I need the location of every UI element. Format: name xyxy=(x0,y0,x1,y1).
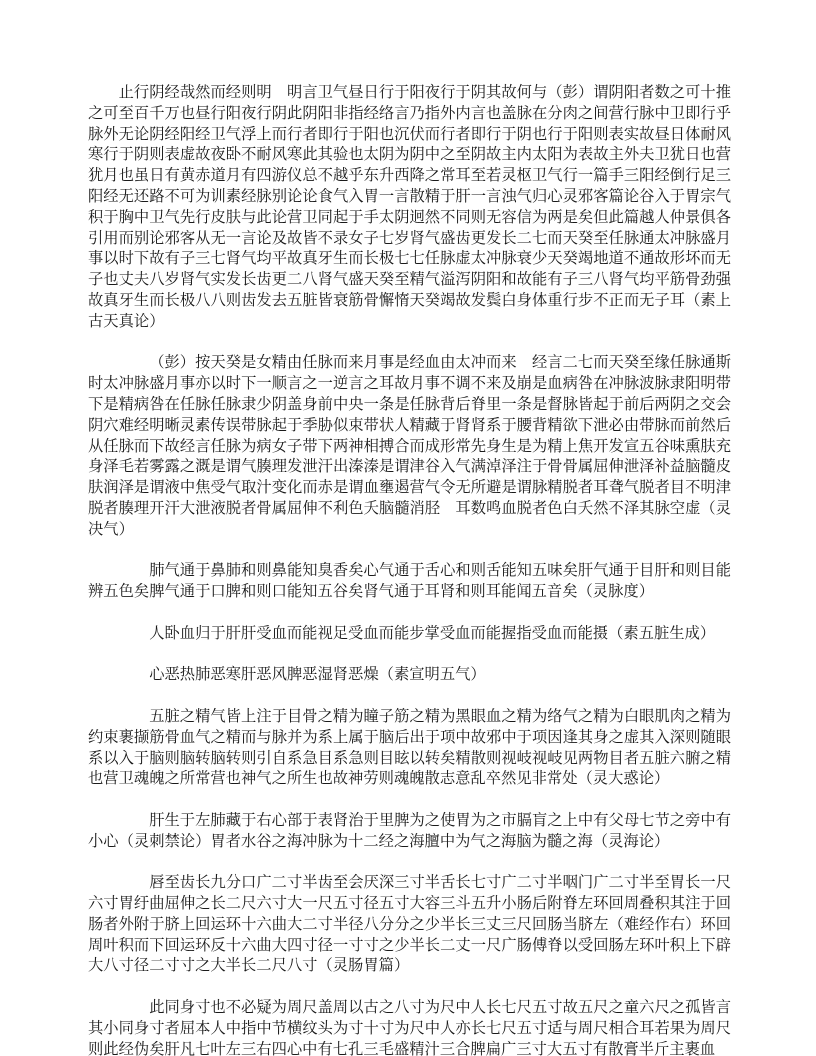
paragraph: 止行阴经哉然而经则明 明言卫气昼日行于阳夜行于阴其故何与（彭）谓阴阳者数之可十推之可至百千万也昼行阳夜行阴此阴阳非指经络言乃指外内言也盖脉在分肉之间营行脉中卫即行乎脉外无论阴经阳经卫气浮上而行者即行于阳也沉伏而行者即行于阴也行于阳则表实故昼日体耐风寒行于阴则表虚故夜卧不耐风寒此其验也太阴为阴中之至阴故主内太阳为表故主外夫卫犹日也营犹月也虽日有黄赤道月有四游仪总不越乎东升西降之常耳至若灵枢卫气行一篇手三阳经倒行足三阳经无还路不可为训素经脉别论论食气入胃一言散精于肝一言浊气归心灵邪客篇论谷入于胃宗气积于胸中卫气先行皮肤与此论营卫同起于手太阴迥然不同则无容信为两是矣但此篇越人仲景俱各引用而别论邪客从无一言论及故皆不录女子七岁肾气盛齿更发长二七而天癸至任脉通太冲脉盛月事以时下故有子三七肾气均平故真牙生而长极七七任脉虚太冲脉衰少天癸竭地道不通故形坏而无子也丈夫八岁肾气实发长齿更二八肾气盛天癸至精气溢泻阴阳和故能有子三八肾气均平筋骨劲强故真牙生而长极八八则齿发去五脏皆衰筋骨懈惰天癸竭故发鬓白身体重行步不正而无子耳（素上古天真论） xyxy=(88,84,731,330)
paragraph: 五脏之精气皆上注于目骨之精为瞳子筋之精为黑眼血之精为络气之精为白眼肌肉之精为约束裹撷筋骨血气之精而与脉并为系上属于脑后出于项中故邪中于项因逢其身之虚其入深则随眼系以入于脑则脑转脑转则引自系急目系急则目眩以转矣精散则视岐视岐见两物目者五脏六腑之精也营卫魂魄之所常营也神气之所生也故神劳则魂魄散志意乱卒然见非常处（灵大惑论） xyxy=(88,707,731,788)
paragraph: 此同身寸也不必疑为周尺盖周以古之八寸为尺中人长七尺五寸故五尺之童六尺之孤皆言其小同身寸者屈本人中指中节横纹头为寸十寸为尺中人亦长七尺五寸适与周尺相合耳若果为周尺则此经伪矣肝凡七叶左三右四心中有七孔三毛盛精汁三合脾扁广三寸大五寸有散膏半斤主裹血 xyxy=(88,999,731,1056)
paragraph: （彭）按天癸是女精由任脉而来月事是经血由太冲而来 经言二七而天癸至缘任脉通斯时太冲脉盛月事亦以时下一顺言之一逆言之耳故月事不调不来及崩是血病咎在冲脉波脉隶阳明带下是精病咎在任脉任脉隶少阴盖身前中央一条是任脉背后脊里一条是督脉皆起于前后两阴之交会阴穴难经明晰灵素传误带脉起于季胁似束带状人精藏于肾肾系于腰背精欲下泄必由带脉而前然后从任脉而下故经言任脉为病女子带下两神相搏合而成形常先身生是为精上焦开发宣五谷味熏肤充身泽毛若雾露之溉是谓气腠理发泄汗出溱溱是谓津谷入气满淖泽注于骨骨属屈伸泄泽补益脑髓皮肤润泽是谓液中焦受气取汁变化而赤是谓血壅遏营气令无所避是谓脉精脱者耳聋气脱者目不明津脱者腠理开汗大泄液脱者骨属屈伸不利色夭脑髓消胫 耳数鸣血脱者色白夭然不泽其脉空虚（灵决气） xyxy=(88,354,731,538)
paragraph: 唇至齿长九分口广二寸半齿至会厌深三寸半舌长七寸广二寸半咽门广二寸半至胃长一尺六寸胃纡曲屈伸之长二尺六寸大一尺五寸径五寸大容三斗五升小肠后附脊左环回周叠积其注于回肠者外附于脐上回运环十六曲大二寸半径八分分之少半长三丈三尺回肠当脐左（难经作右）环回周叶积而下回运环反十六曲大四寸径一寸寸之少半长二丈一尺广肠傅脊以受回肠左环叶积上下辟大八寸径二寸寸之大半长二尺八寸（灵肠胃篇） xyxy=(88,874,731,975)
document-body xyxy=(88,83,731,1056)
paragraph: 心恶热肺恶寒肝恶风脾恶湿肾恶燥（素宣明五气） xyxy=(149,666,486,684)
paragraph: 肺气通于鼻肺和则鼻能知臭香矣心气通于舌心和则舌能知五味矣肝气通于目肝和则目能辨五色矣脾气通于口脾和则口能知五谷矣肾气通于耳肾和则耳能闻五音矣（灵脉度） xyxy=(88,562,731,601)
paragraph: 肝生于左肺藏于右心部于表肾治于里脾为之使胃为之市膈肓之上中有父母七节之旁中有小心（灵刺禁论）胃者水谷之海冲脉为十二经之海膻中为气之海脑为髓之海（灵海论） xyxy=(88,811,731,850)
paragraph: 人卧血归于肝肝受血而能视足受血而能步掌受血而能握指受血而能摄（素五脏生成） xyxy=(149,624,716,642)
